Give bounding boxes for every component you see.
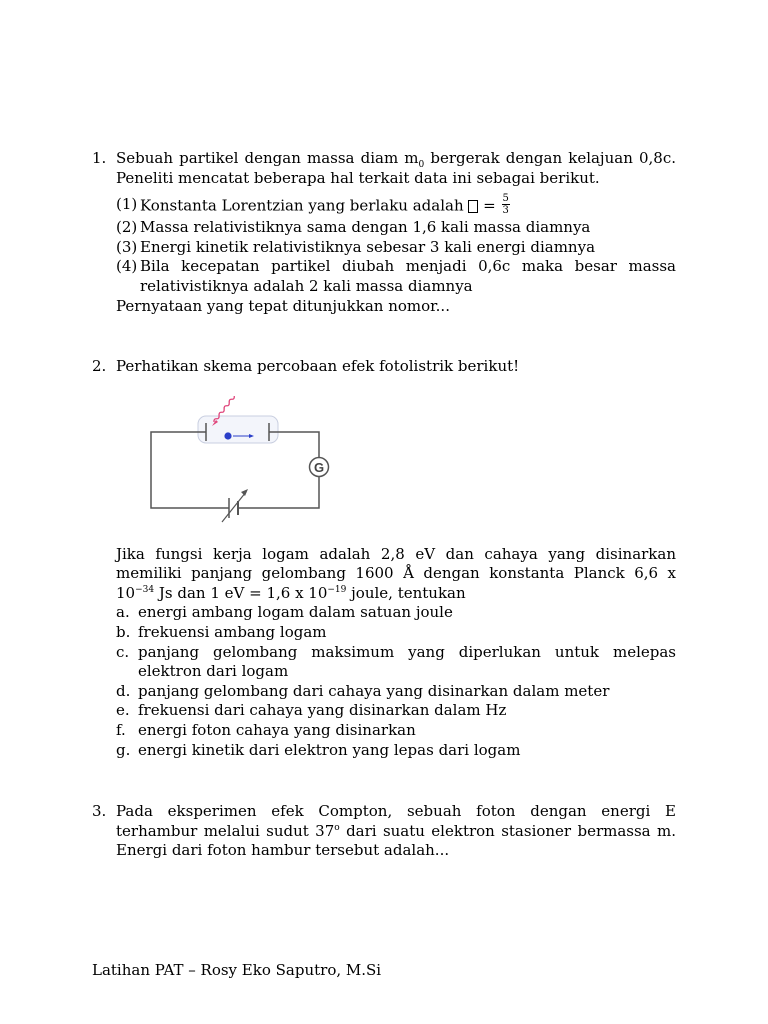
question-closing: Pernyataan yang tepat ditunjukkan nomor... [116,296,450,315]
statement-number: (1) [116,195,138,214]
variable-indicator-line [222,492,246,522]
stem-text: Sebuah partikel dengan massa diam m [116,149,419,167]
question-paragraph [116,545,676,604]
sub-item-a [116,603,676,623]
sub-item-text: frekuensi dari cahaya yang disinarkan dalam Hz [138,701,507,720]
stem-text: Pada eksperimen efek Compton, sebuah foton dengan energi E terhambur melalui sudut 37 [116,802,676,840]
sub-item-text: energi kinetik dari elektron yang lepas dari logam [138,740,521,759]
fraction [502,193,510,216]
statement-label: Konstanta Lorentzian yang berlaku adalah [140,196,464,215]
question-number: 2. [92,357,107,375]
paragraph-text: Js dan 1 eV = 1,6 x 10 [154,583,328,602]
question-1 [92,149,676,316]
question-stem [116,149,676,188]
fraction-denominator: 3 [502,205,509,217]
sub-item-e [116,701,676,721]
photoelectric-circuit-diagram [148,384,338,529]
question-body [116,149,676,316]
statement-number: (2) [116,218,138,237]
sub-item-text: panjang gelombang maksimum yang diperlukan untuk melepas elektron dari logam [138,642,676,681]
sub-item-letter: e. [116,701,130,720]
sub-item-text: frekuensi ambang logam [138,622,327,641]
statement-text [140,195,676,218]
statement-2 [116,218,676,238]
circuit-wire-right-bottom [238,477,319,508]
missing-glyph-icon [468,200,478,213]
stem-text: dari suatu elektron stasioner bermassa m. Energi dari foton hambur tersebut adalah... [116,821,676,860]
subscript: 0 [418,160,425,170]
question-stem: Perhatikan skema percobaan efek fotolistrik berikut! [116,357,520,375]
sub-item-b [116,623,676,643]
galvanometer-label: G [313,460,325,475]
degree-sign: o [334,822,340,833]
variable-arrow-icon [241,489,248,496]
sub-item-f [116,721,676,741]
page-footer: Latihan PAT – Rosy Eko Saputro, M.Si [92,961,382,979]
sub-item-text: energi foton cahaya yang disinarkan [138,720,416,739]
sub-item-letter: f. [116,720,126,739]
question-3 [92,802,676,861]
exponent: −34 [135,584,155,595]
question-body [116,802,676,861]
sub-item-d [116,682,676,702]
paragraph-text: joule, tentukan [346,583,466,602]
statement-number: (4) [116,257,138,276]
sub-item-c [116,643,676,682]
sub-item-letter: g. [116,740,131,759]
question-number: 3. [92,802,107,820]
statement-text: Energi kinetik relativistiknya sebesar 3 kali energi diamnya [140,237,596,256]
sub-item-letter: c. [116,642,130,661]
sub-item-letter: b. [116,622,131,641]
statement-text: Bila kecepatan partikel diubah menjadi 0,6c maka besar massa relativistiknya adalah 2 kali massa diamnya [140,257,676,295]
sub-item-letter: d. [116,681,131,700]
equals-sign: = [478,196,501,215]
statement-3 [116,238,676,258]
statement-text: Massa relativistiknya sama dengan 1,6 kali massa diamnya [140,218,591,237]
sub-item-g [116,741,676,761]
paragraph-text: Jika fungsi kerja logam adalah 2,8 eV dan cahaya yang disinarkan memiliki panjang gelombang 1600 Å dengan konstanta Planck 6,6 x 10 [116,544,676,602]
statement-4 [116,257,676,296]
exponent: −19 [327,584,347,595]
statement-1 [116,195,676,218]
sub-item-letter: a. [116,603,130,622]
electron-icon [224,432,231,439]
fraction-numerator: 5 [502,193,509,205]
sub-item-text: energi ambang logam dalam satuan joule [138,603,453,622]
sub-item-text: panjang gelombang dari cahaya yang disinarkan dalam meter [138,681,610,700]
vacuum-tube [198,416,278,443]
statement-number: (3) [116,237,138,256]
stem-text: bergerak dengan kelajuan 0,8c. Peneliti mencatat beberapa hal terkait data ini sebagai berikut. [116,149,676,187]
question-number: 1. [92,149,107,167]
